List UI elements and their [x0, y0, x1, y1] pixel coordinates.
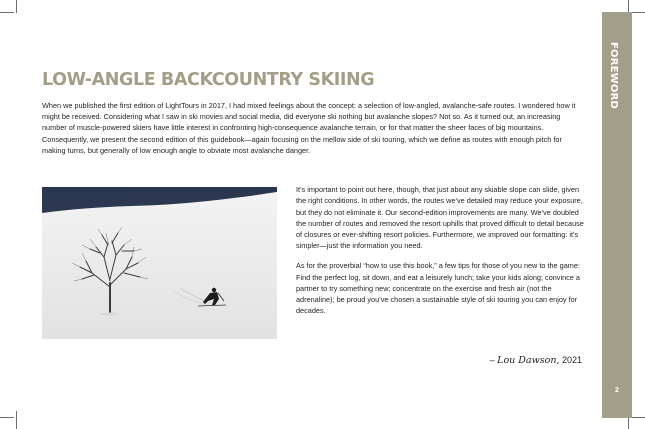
signature — [480, 355, 582, 366]
signature-dash: – — [489, 355, 495, 365]
crop-mark — [632, 417, 645, 418]
body-paragraph: As for the proverbial “how to use this book,” a few tips for those of you new to the game: Find the perfect log, sit down, and eat a leisurely lunch; take your kids along; convince a partner to try something new; concentrate on the exercise and fresh air (not the adrenaline); be proud you’ve chosen a sustainable style of ski touring you can enjoy for decades. — [296, 261, 580, 316]
crop-mark — [632, 12, 645, 13]
body-paragraph: It’s important to point out here, though, that just about any skiable slope can slide, given the right conditions. In other words, the routes we’ve detailed may reduce your exposure, but they do not eliminate it. Our second-edition improvements are many. We’ve doubled the number of routes and removed the resort uphills that proved difficult to detail because of closures or ever-shifting resort policies. Furthermore, we improved our formatting: it’s simpler—just the information you need. — [296, 185, 584, 251]
signature-name: Lou Dawson, — [497, 355, 560, 366]
crop-mark — [16, 0, 17, 13]
skier-photo — [42, 187, 277, 339]
tree-shadow — [100, 313, 120, 316]
signature-year: 2021 — [561, 355, 582, 365]
crop-mark — [0, 417, 14, 418]
intro-paragraph: When we published the first edition of LightTours in 2017, I had mixed feelings about the concept: a selection of low-angled, avalanche-safe routes. I wondered how it might be received. Considering what I saw in ski movies and social media, did everyone ski nothing but avalanche slopes? Not so. As it turned out, an increasing number of muscle-powered skiers have little interest in confronting high-consequence avalanche terrain, or for that matter the sheer faces of big mountains. Consequently, we present the second edition of this guidebook—again focusing on the mellow side of ski touring, which we define as routes with enough pitch for making turns, but generally of low enough angle to obviate most avalanche danger. — [42, 101, 576, 155]
skier-photo-illustration — [42, 187, 277, 339]
section-label: FOREWORD — [608, 42, 619, 109]
body-column — [296, 184, 589, 325]
crop-mark — [0, 12, 14, 13]
page-number: 2 — [615, 387, 619, 394]
crop-mark — [16, 411, 17, 429]
page-title: LOW-ANGLE BACKCOUNTRY SKIING — [42, 70, 375, 90]
